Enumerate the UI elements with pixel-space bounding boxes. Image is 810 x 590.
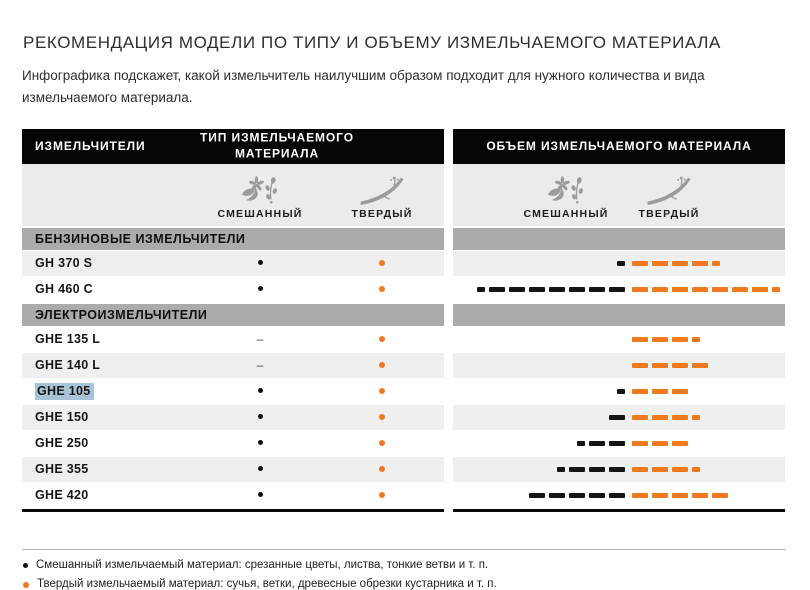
volume-dash	[652, 467, 668, 472]
subcol-label-hard: ТВЕРДЫЙ	[638, 207, 700, 220]
volume-dash	[672, 337, 688, 342]
type-mixed-cell	[200, 486, 320, 504]
model-name-text: GHE 420	[35, 488, 89, 503]
model-name-text: GH 370 S	[35, 256, 93, 271]
row-left-block	[22, 277, 444, 302]
volume-bar-hard	[632, 415, 785, 420]
volume-bar-hard	[632, 337, 785, 342]
model-name-text: GH 460 C	[35, 282, 93, 297]
type-hard-cell	[320, 382, 444, 400]
volume-dash	[632, 493, 648, 498]
volume-bar-mixed	[453, 389, 625, 394]
row-left-block	[22, 379, 444, 404]
volume-dash	[772, 287, 780, 292]
volume-dash	[589, 441, 605, 446]
type-hard-cell	[320, 408, 444, 426]
legend-text-hard: Твердый измельчаемый материал: сучья, ветки, древесные обрезки кустарника и т. п.	[37, 578, 497, 590]
row-right-block	[453, 457, 785, 482]
section-heading-row	[22, 228, 786, 250]
table-row	[22, 431, 786, 456]
row-right-block	[453, 431, 785, 456]
model-name	[22, 332, 200, 346]
volume-bar-mixed	[453, 261, 625, 266]
header-left-block	[22, 129, 444, 164]
mixed-dot-marker	[258, 388, 263, 393]
row-right-block	[453, 277, 785, 302]
volume-bar-hard	[632, 389, 785, 394]
volume-dash	[569, 493, 585, 498]
material-icons-row	[22, 164, 786, 226]
table-row	[22, 405, 786, 430]
volume-dash	[477, 287, 485, 292]
volume-dash	[632, 261, 648, 266]
volume-dash	[732, 287, 748, 292]
section-heading-left	[22, 304, 444, 326]
hard-dot-marker	[379, 466, 385, 472]
volume-dash	[672, 493, 688, 498]
volume-dash	[672, 363, 688, 368]
volume-bar-hard	[632, 441, 785, 446]
volume-bar-hard	[632, 363, 785, 368]
row-left-block	[22, 457, 444, 482]
volume-dash	[652, 415, 668, 420]
volume-mixed-subheader	[523, 170, 608, 220]
volume-dash	[632, 337, 648, 342]
hard-dot-marker	[379, 286, 385, 292]
volume-bar-hard	[632, 261, 785, 266]
volume-dash	[529, 287, 545, 292]
model-name	[22, 282, 200, 296]
volume-bar-mixed	[453, 287, 625, 292]
subcol-label-mixed: СМЕШАННЫЙ	[217, 207, 303, 220]
volume-dash	[652, 441, 668, 446]
section-heading-label: ЭЛЕКТРОИЗМЕЛЬЧИТЕЛИ	[35, 307, 208, 322]
row-right-block	[453, 405, 785, 430]
model-name-text: GHE 140 L	[35, 358, 101, 373]
type-mixed-cell	[200, 254, 320, 272]
type-mixed-cell	[200, 330, 320, 348]
section-heading-row	[22, 304, 786, 326]
hard-dot-marker	[379, 492, 385, 498]
row-left-block	[22, 431, 444, 456]
volume-dash	[632, 415, 648, 420]
row-right-block	[453, 379, 785, 404]
hard-dot-marker	[379, 388, 385, 394]
flower-leaves-icon	[547, 170, 585, 206]
table-row	[22, 457, 786, 482]
section-heading-label: БЕНЗИНОВЫЕ ИЗМЕЛЬЧИТЕЛИ	[35, 231, 246, 246]
table-header-row	[22, 129, 786, 164]
type-hard-cell	[320, 434, 444, 452]
volume-dash	[609, 441, 625, 446]
type-hard-cell	[320, 356, 444, 374]
volume-dash	[652, 337, 668, 342]
volume-dash	[509, 287, 525, 292]
row-left-block	[22, 353, 444, 378]
volume-bar-hard	[632, 493, 785, 498]
model-name-text: GHE 355	[35, 462, 89, 477]
volume-bar-hard	[632, 467, 785, 472]
volume-dash	[692, 467, 700, 472]
mixed-dot-marker	[258, 492, 263, 497]
type-mixed-cell	[200, 356, 320, 374]
type-mixed-cell	[200, 434, 320, 452]
legend-item-mixed	[23, 558, 786, 573]
volume-dash	[672, 287, 688, 292]
type-mixed-cell	[200, 408, 320, 426]
recommendation-table	[22, 129, 786, 512]
volume-dash	[549, 493, 565, 498]
volume-dash	[589, 467, 605, 472]
not-applicable-dash-marker: –	[256, 358, 264, 373]
model-name	[22, 410, 200, 424]
model-name-text: GHE 150	[35, 410, 89, 425]
volume-dash	[752, 287, 768, 292]
volume-dash	[632, 467, 648, 472]
volume-dash	[692, 261, 708, 266]
hard-dot-marker	[379, 414, 385, 420]
row-right-block	[453, 251, 785, 276]
volume-dash	[617, 261, 625, 266]
mixed-dot-icon	[23, 563, 28, 568]
volume-dash	[609, 287, 625, 292]
flower-leaves-icon	[241, 170, 279, 206]
volume-dash	[652, 493, 668, 498]
volume-dash	[632, 389, 648, 394]
table-row	[22, 353, 786, 378]
table-row	[22, 251, 786, 276]
branch-icon	[647, 170, 691, 206]
row-left-block	[22, 327, 444, 352]
icons-right-block	[453, 164, 785, 226]
legend-text-mixed: Смешанный измельчаемый материал: срезанные цветы, листва, тонкие ветви и т. п.	[36, 558, 489, 571]
volume-dash	[569, 287, 585, 292]
subcol-label-mixed: СМЕШАННЫЙ	[523, 207, 609, 220]
row-right-block	[453, 327, 785, 352]
mixed-dot-marker	[258, 466, 263, 471]
volume-dash	[672, 389, 688, 394]
volume-dash	[589, 287, 605, 292]
volume-dash	[609, 415, 625, 420]
volume-dash	[672, 261, 688, 266]
volume-dash	[692, 287, 708, 292]
bottom-border-left	[22, 509, 444, 512]
volume-dash	[632, 441, 648, 446]
type-hard-cell	[320, 254, 444, 272]
page-title: РЕКОМЕНДАЦИЯ МОДЕЛИ ПО ТИПУ И ОБЪЕМУ ИЗМЕЛЬЧАЕМОГО МАТЕРИАЛА	[23, 33, 721, 52]
col-header-volume: ОБЪЕМ ИЗМЕЛЬЧАЕМОГО МАТЕРИАЛА	[486, 139, 752, 154]
volume-bar-mixed	[453, 441, 625, 446]
model-name	[22, 488, 200, 502]
model-name-text: GHE 250	[35, 436, 89, 451]
model-name-text: GHE 135 L	[35, 332, 101, 347]
volume-dash	[692, 363, 708, 368]
mixed-dot-marker	[258, 414, 263, 419]
col-header-type: ТИП ИЗМЕЛЬЧАЕМОГО МАТЕРИАЛА	[200, 130, 354, 161]
table-bottom-border	[22, 509, 786, 512]
col-header-models: ИЗМЕЛЬЧИТЕЛИ	[35, 139, 146, 154]
section-heading-right	[453, 228, 785, 250]
model-name	[22, 358, 200, 372]
volume-dash	[692, 493, 708, 498]
hard-dot-marker	[379, 260, 385, 266]
table-body	[22, 228, 786, 508]
row-left-block	[22, 251, 444, 276]
volume-dash	[589, 493, 605, 498]
footer-divider	[22, 549, 786, 550]
volume-dash	[712, 493, 728, 498]
volume-bar-mixed	[453, 467, 625, 472]
volume-dash	[609, 493, 625, 498]
volume-dash	[632, 287, 648, 292]
volume-dash	[712, 261, 720, 266]
volume-dash	[672, 467, 688, 472]
hard-dot-marker	[379, 336, 385, 342]
model-name	[22, 384, 200, 398]
table-row	[22, 277, 786, 302]
model-name-text: GHE 105	[35, 383, 94, 400]
volume-bar-mixed	[453, 493, 625, 498]
volume-dash	[712, 287, 728, 292]
volume-dash	[529, 493, 545, 498]
type-hard-cell	[320, 280, 444, 298]
volume-dash	[577, 441, 585, 446]
row-left-block	[22, 405, 444, 430]
page-subtitle: Инфографика подскажет, какой измельчитель наилучшим образом подходит для нужного количества и вида измельчаемого материала.	[22, 68, 705, 106]
volume-dash	[672, 415, 688, 420]
volume-hard-subheader	[638, 170, 699, 220]
bottom-border-right	[453, 509, 785, 512]
type-mixed-subheader	[217, 170, 302, 220]
volume-dash	[672, 441, 688, 446]
model-name	[22, 436, 200, 450]
row-left-block	[22, 483, 444, 508]
icons-left-block	[22, 164, 444, 226]
mixed-dot-marker	[258, 286, 263, 291]
row-right-block	[453, 483, 785, 508]
type-hard-cell	[320, 330, 444, 348]
volume-dash	[609, 467, 625, 472]
volume-bar-mixed	[453, 415, 625, 420]
volume-dash	[557, 467, 565, 472]
row-right-block	[453, 353, 785, 378]
volume-dash	[652, 261, 668, 266]
section-heading-left	[22, 228, 444, 250]
subcol-label-hard: ТВЕРДЫЙ	[351, 207, 413, 220]
not-applicable-dash-marker: –	[256, 332, 264, 347]
type-mixed-cell	[200, 382, 320, 400]
table-row-highlighted	[22, 379, 786, 404]
type-mixed-cell	[200, 460, 320, 478]
table-row	[22, 327, 786, 352]
type-mixed-cell	[200, 280, 320, 298]
volume-dash	[652, 363, 668, 368]
branch-icon	[360, 170, 404, 206]
hard-dot-marker	[379, 362, 385, 368]
volume-dash	[489, 287, 505, 292]
legend	[22, 558, 786, 590]
volume-dash	[632, 363, 648, 368]
model-name	[22, 462, 200, 476]
mixed-dot-marker	[258, 260, 263, 265]
model-name	[22, 256, 200, 270]
volume-dash	[569, 467, 585, 472]
hard-dot-icon	[23, 582, 29, 588]
section-heading-right	[453, 304, 785, 326]
volume-dash	[692, 415, 700, 420]
volume-dash	[652, 287, 668, 292]
type-hard-subheader	[351, 170, 412, 220]
volume-dash	[617, 389, 625, 394]
table-row	[22, 483, 786, 508]
mixed-dot-marker	[258, 440, 263, 445]
volume-bar-hard	[632, 287, 785, 292]
volume-dash	[692, 337, 700, 342]
volume-dash	[652, 389, 668, 394]
header-right-block	[453, 129, 785, 164]
legend-item-hard	[23, 577, 786, 590]
type-hard-cell	[320, 460, 444, 478]
type-hard-cell	[320, 486, 444, 504]
volume-dash	[549, 287, 565, 292]
hard-dot-marker	[379, 440, 385, 446]
